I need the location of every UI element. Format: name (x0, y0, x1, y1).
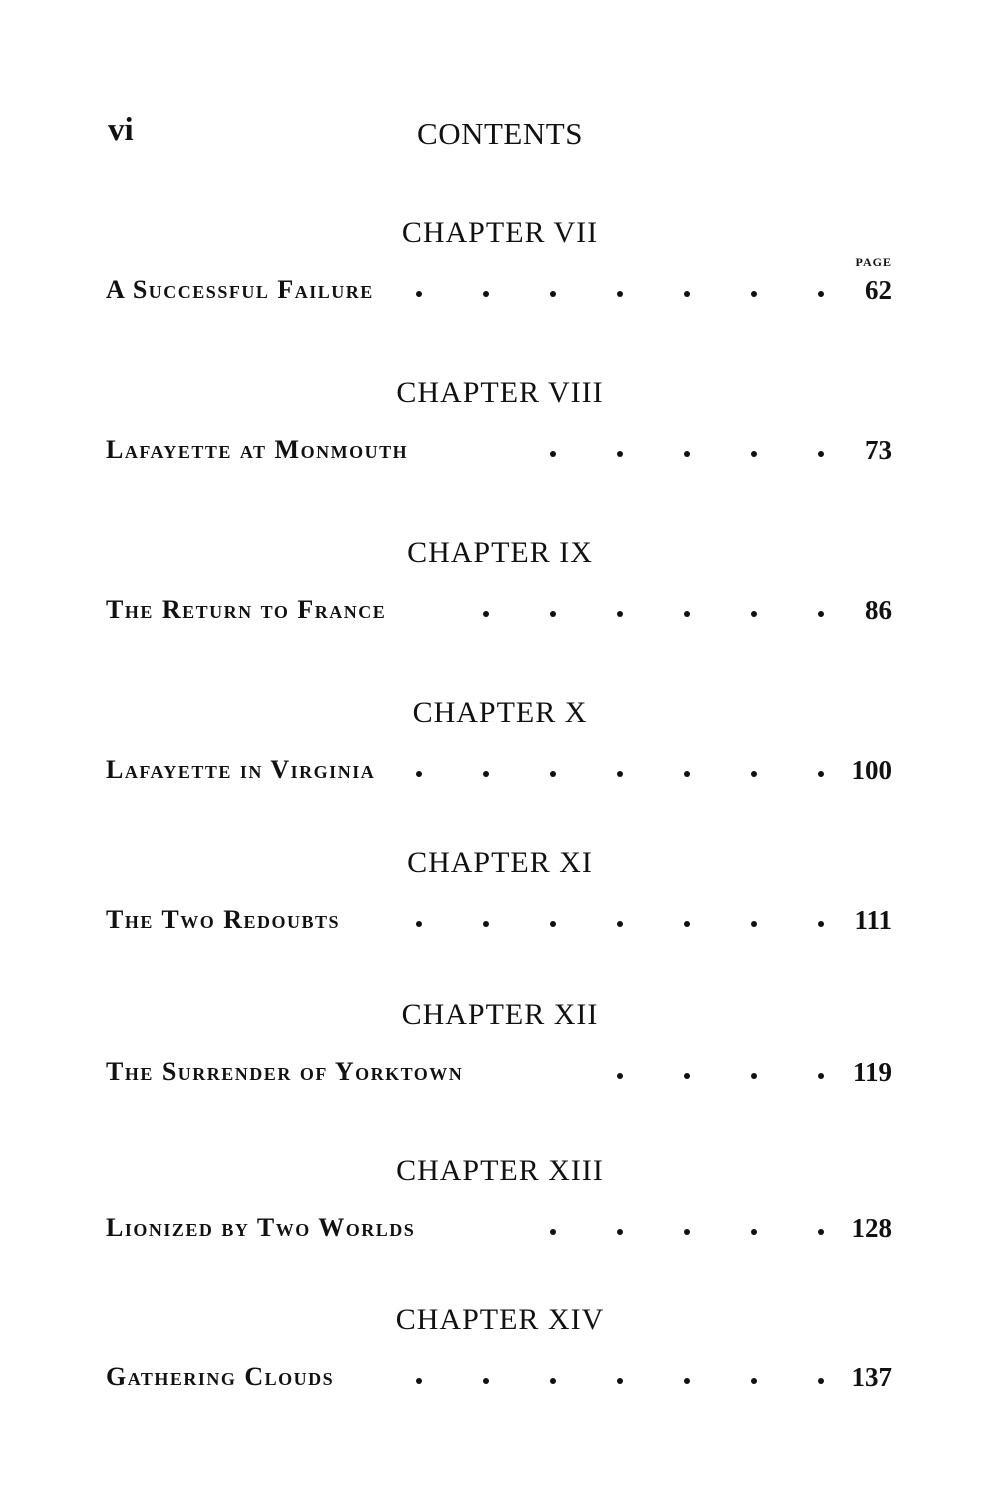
leader-dot (684, 1229, 690, 1235)
toc-entry[interactable] (100, 589, 900, 629)
leader-dot (617, 921, 623, 927)
leader-dot (617, 1378, 623, 1384)
leader-dot (818, 1229, 824, 1235)
chapter-title: The Surrender of Yorktown (106, 1057, 464, 1086)
leader-dot (550, 611, 556, 617)
leader-dot (416, 921, 422, 927)
chapter-page-number: 119 (852, 1057, 892, 1087)
leader-dot (751, 611, 757, 617)
leader-dot (684, 1073, 690, 1079)
chapter-block (100, 1151, 900, 1247)
leader-dot (818, 1378, 824, 1384)
chapter-title: A Successful Failure (106, 275, 374, 304)
chapter-heading: CHAPTER XII (401, 998, 599, 1031)
chapter-heading: CHAPTER IX (407, 536, 593, 569)
chapter-heading: CHAPTER VII (401, 216, 599, 249)
page-number: vi (108, 112, 134, 148)
leader-dot (684, 451, 690, 457)
leader-dot (818, 771, 824, 777)
leader-dot (684, 291, 690, 297)
dot-leaders (617, 1051, 824, 1091)
leader-dot (751, 921, 757, 927)
leader-dot (550, 921, 556, 927)
running-head (108, 112, 892, 156)
chapter-heading: CHAPTER XIV (395, 1303, 605, 1336)
leader-dot (550, 1229, 556, 1235)
leader-dot (818, 611, 824, 617)
leader-dot (751, 1229, 757, 1235)
dot-leaders (416, 1356, 824, 1396)
chapter-page-number: 111 (854, 905, 892, 935)
leader-dot (684, 921, 690, 927)
leader-dot (818, 451, 824, 457)
chapter-title: Lafayette in Virginia (106, 755, 376, 784)
leader-dot (818, 291, 824, 297)
chapter-title: The Two Redoubts (106, 905, 341, 934)
dot-leaders (416, 749, 824, 789)
leader-dot (751, 771, 757, 777)
leader-dot (483, 921, 489, 927)
leader-dot (617, 1229, 623, 1235)
toc-entry[interactable] (100, 1356, 900, 1396)
chapter-title: Lafayette at Monmouth (106, 435, 409, 464)
toc-entry[interactable] (100, 429, 900, 469)
leader-dot (483, 771, 489, 777)
leader-dot (483, 611, 489, 617)
leader-dot (416, 1378, 422, 1384)
chapter-heading: CHAPTER VIII (396, 376, 604, 409)
chapter-block (100, 373, 900, 469)
leader-dot (818, 1073, 824, 1079)
chapter-heading: CHAPTER XI (407, 846, 593, 879)
dot-leaders (416, 899, 824, 939)
leader-dot (751, 451, 757, 457)
chapter-page-number: 100 (851, 755, 892, 785)
leader-dot (818, 921, 824, 927)
leader-dot (751, 1073, 757, 1079)
dot-leaders (416, 269, 824, 309)
chapter-block (100, 213, 900, 309)
chapter-page-number: 128 (851, 1213, 892, 1243)
chapter-heading: CHAPTER X (412, 696, 588, 729)
leader-dot (751, 1378, 757, 1384)
chapter-block (100, 693, 900, 789)
page-column-label: PAGE (855, 255, 892, 269)
chapter-page-number: 137 (851, 1362, 892, 1392)
dot-leaders (550, 1207, 824, 1247)
toc-entry[interactable] (100, 1207, 900, 1247)
chapter-block (100, 533, 900, 629)
leader-dot (684, 771, 690, 777)
chapter-title: Lionized by Two Worlds (106, 1213, 416, 1242)
leader-dot (550, 1378, 556, 1384)
chapter-page-number: 86 (865, 595, 892, 625)
toc-entry[interactable] (100, 269, 900, 309)
chapter-title: Gathering Clouds (106, 1362, 335, 1391)
chapter-block (100, 1300, 900, 1396)
leader-dot (617, 451, 623, 457)
chapter-page-number: 73 (865, 435, 892, 465)
leader-dot (550, 291, 556, 297)
chapter-block (100, 843, 900, 939)
leader-dot (684, 611, 690, 617)
leader-dot (416, 771, 422, 777)
chapter-block (100, 995, 900, 1091)
leader-dot (483, 1378, 489, 1384)
leader-dot (617, 771, 623, 777)
toc-entry[interactable] (100, 1051, 900, 1091)
leader-dot (617, 291, 623, 297)
toc-entry[interactable] (100, 899, 900, 939)
leader-dot (483, 291, 489, 297)
dot-leaders (550, 429, 824, 469)
dot-leaders (483, 589, 824, 629)
leader-dot (617, 1073, 623, 1079)
chapter-heading: CHAPTER XIII (396, 1154, 604, 1187)
leader-dot (751, 291, 757, 297)
leader-dot (684, 1378, 690, 1384)
page-title: CONTENTS (417, 116, 583, 151)
leader-dot (617, 611, 623, 617)
chapter-page-number: 62 (865, 275, 892, 305)
leader-dot (550, 771, 556, 777)
leader-dot (416, 291, 422, 297)
chapter-title: The Return to France (106, 595, 387, 624)
toc-entry[interactable] (100, 749, 900, 789)
leader-dot (550, 451, 556, 457)
